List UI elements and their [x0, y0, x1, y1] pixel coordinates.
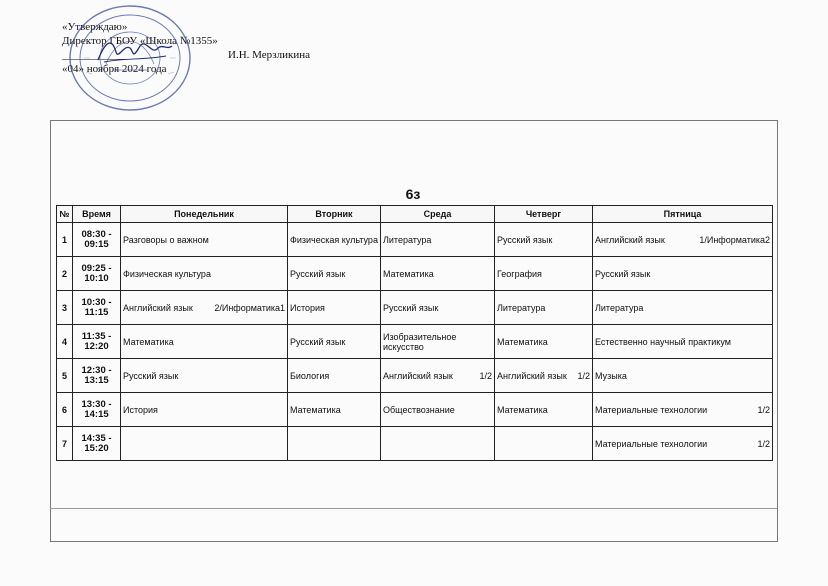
- friday-subject: Музыка: [593, 359, 773, 393]
- wednesday-subject: [381, 427, 495, 461]
- header-thursday: Четверг: [495, 206, 593, 223]
- monday-subject: Английский язык: [123, 302, 193, 313]
- group-split: 1/2: [479, 370, 492, 381]
- thursday-subject-cell: [495, 359, 593, 393]
- friday-subject: Русский язык: [593, 257, 773, 291]
- lesson-number: 4: [57, 325, 73, 359]
- tuesday-subject: Физическая культура: [288, 223, 381, 257]
- group-split: 1/2: [577, 370, 590, 381]
- monday-subject-cell: [121, 291, 288, 325]
- monday-subject: История: [121, 393, 288, 427]
- monday-subject: Разговоры о важном: [121, 223, 288, 257]
- schedule-table: [56, 205, 773, 461]
- lesson-time: 11:35 - 12:20: [73, 325, 121, 359]
- thursday-subject: Математика: [495, 325, 593, 359]
- group-split: 2/Информатика1: [214, 302, 285, 313]
- header-tuesday: Вторник: [288, 206, 381, 223]
- tuesday-subject: [288, 427, 381, 461]
- monday-subject: [121, 427, 288, 461]
- group-split: 1/2: [757, 404, 770, 415]
- approval-director: Директор ГБОУ «Школа №1355»: [62, 35, 218, 47]
- thursday-subject: [495, 427, 593, 461]
- header-num: №: [57, 206, 73, 223]
- wednesday-subject: Литература: [381, 223, 495, 257]
- wednesday-subject: Английский язык: [383, 370, 453, 381]
- tuesday-subject: Биология: [288, 359, 381, 393]
- header-row: [57, 206, 773, 223]
- friday-subject-cell: [593, 393, 773, 427]
- header-friday: Пятница: [593, 206, 773, 223]
- tuesday-subject: Русский язык: [288, 257, 381, 291]
- table-row: [57, 291, 773, 325]
- tuesday-subject: Математика: [288, 393, 381, 427]
- lesson-number: 6: [57, 393, 73, 427]
- lesson-time: 09:25 - 10:10: [73, 257, 121, 291]
- monday-subject: Физическая культура: [121, 257, 288, 291]
- thursday-subject: Английский язык: [497, 370, 567, 381]
- header-wednesday: Среда: [381, 206, 495, 223]
- lesson-time: 14:35 - 15:20: [73, 427, 121, 461]
- lesson-time: 13:30 - 14:15: [73, 393, 121, 427]
- monday-subject: Математика: [121, 325, 288, 359]
- friday-subject: Материальные технологии: [595, 438, 708, 449]
- friday-subject-cell: [593, 223, 773, 257]
- lesson-number: 3: [57, 291, 73, 325]
- class-title: 6з: [405, 186, 421, 202]
- lesson-time: 10:30 - 11:15: [73, 291, 121, 325]
- signature-blank: ____________: [62, 49, 128, 61]
- friday-subject: Английский язык: [595, 234, 665, 245]
- table-row: [57, 257, 773, 291]
- approval-title: «Утверждаю»: [62, 21, 128, 33]
- director-name: И.Н. Мерзликина: [228, 49, 311, 61]
- friday-subject-cell: [593, 427, 773, 461]
- thursday-subject: Русский язык: [495, 223, 593, 257]
- tuesday-subject: История: [288, 291, 381, 325]
- group-split: 1/Информатика2: [699, 234, 770, 245]
- lesson-number: 5: [57, 359, 73, 393]
- approval-date: «04» ноября 2024 года: [62, 63, 167, 75]
- group-split: 1/2: [757, 438, 770, 449]
- wednesday-subject: Изобразительное искусство: [381, 325, 495, 359]
- lesson-time: 12:30 - 13:15: [73, 359, 121, 393]
- table-row: [57, 427, 773, 461]
- friday-subject: Естественно научный практикум: [593, 325, 773, 359]
- director-signature: [94, 34, 174, 68]
- table-row: [57, 393, 773, 427]
- wednesday-subject: Русский язык: [381, 291, 495, 325]
- lesson-number: 1: [57, 223, 73, 257]
- table-row: [57, 325, 773, 359]
- lesson-number: 2: [57, 257, 73, 291]
- header-time: Время: [73, 206, 121, 223]
- table-row: [57, 223, 773, 257]
- wednesday-subject: Обществознание: [381, 393, 495, 427]
- frame-divider: [50, 508, 777, 509]
- wednesday-subject-cell: [381, 359, 495, 393]
- lesson-number: 7: [57, 427, 73, 461]
- friday-subject: Литература: [593, 291, 773, 325]
- monday-subject: Русский язык: [121, 359, 288, 393]
- lesson-time: 08:30 - 09:15: [73, 223, 121, 257]
- thursday-subject: Математика: [495, 393, 593, 427]
- thursday-subject: География: [495, 257, 593, 291]
- table-row: [57, 359, 773, 393]
- header-monday: Понедельник: [121, 206, 288, 223]
- friday-subject: Материальные технологии: [595, 404, 708, 415]
- wednesday-subject: Математика: [381, 257, 495, 291]
- thursday-subject: Литература: [495, 291, 593, 325]
- tuesday-subject: Русский язык: [288, 325, 381, 359]
